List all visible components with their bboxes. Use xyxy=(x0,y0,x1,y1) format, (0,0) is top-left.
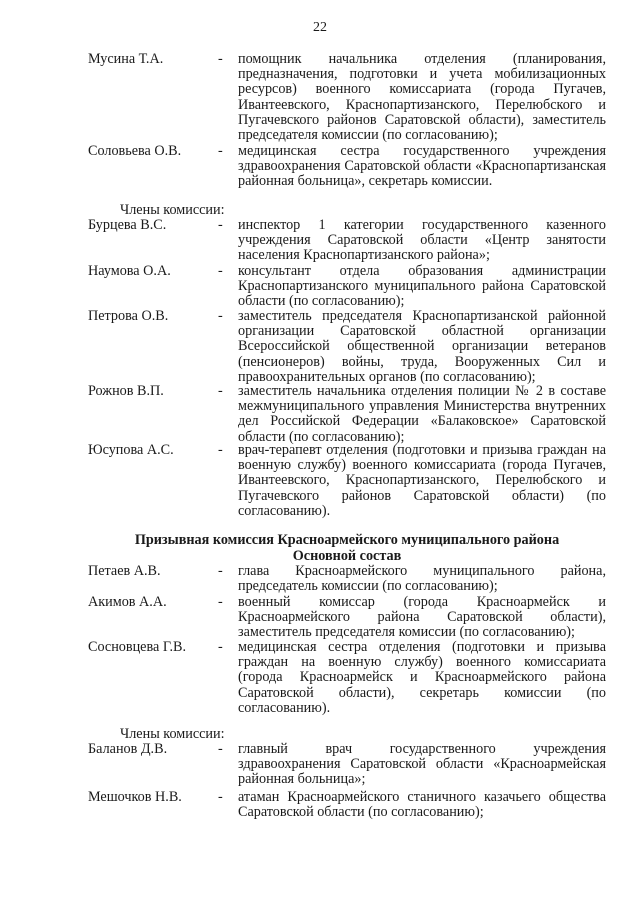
member-name: Баланов Д.В. xyxy=(88,741,168,757)
member-name: Петрова О.В. xyxy=(88,308,169,324)
dash: - xyxy=(218,51,223,67)
dash: - xyxy=(218,143,223,159)
member-name: Акимов А.А. xyxy=(88,594,167,610)
member-role: врач-терапевт отделения (подготовки и призыва граждан на военную службу) военного комиссариата (города Пугачев, Ивантеевского, Краснопартизанского, Перелюбского и Пугачевского районов Саратовской области) (по согласованию). xyxy=(238,442,606,519)
section-subtitle: Основной состав xyxy=(292,547,402,564)
member-role: глава Красноармейского муниципального района, председатель комиссии (по согласованию); xyxy=(238,563,606,595)
member-role: заместитель председателя Краснопартизанской районной организации Саратовской областной организации Всероссийской общественной организации ветеранов (пенсионеров) войны, труда, Вооруженных Сил и правоохранительных органов (по согласованию); xyxy=(238,308,606,385)
member-role: главный врач государственного учреждения здравоохранения Саратовской области «Красноармейская районная больница»; xyxy=(238,741,606,788)
section-title-line: Призывная комиссия Красноармейского муниципального района xyxy=(134,532,560,548)
member-name: Юсупова А.С. xyxy=(88,442,174,458)
dash: - xyxy=(218,308,223,324)
member-role: консультант отдела образования администрации Краснопартизанского муниципального района Саратовской области (по согласованию); xyxy=(238,263,606,310)
section-title xyxy=(88,533,606,564)
member-role: атаман Красноармейского станичного казачьего общества Саратовской области (по согласованию); xyxy=(238,789,606,821)
member-name: Мешочков Н.В. xyxy=(88,789,182,805)
dash: - xyxy=(218,639,223,655)
dash: - xyxy=(218,741,223,757)
member-role: военный комиссар (города Красноармейск и Красноармейского района Саратовской области), заместитель председателя комиссии (по согласованию); xyxy=(238,594,606,641)
dash: - xyxy=(218,442,223,458)
page-number: 22 xyxy=(313,20,327,35)
member-role: медицинская сестра отделения (подготовки и призыва граждан на военную службу) военного комиссариата (города Красноармейск и Красноармейского района Саратовской области), секретарь комиссии (по согласованию). xyxy=(238,639,606,716)
dash: - xyxy=(218,217,223,233)
dash: - xyxy=(218,789,223,805)
member-name: Петаев А.В. xyxy=(88,563,161,579)
member-role: инспектор 1 категории государственного казенного учреждения Саратовской области «Центр занятости населения Краснопартизанского района»; xyxy=(238,217,606,264)
member-role: помощник начальника отделения (планирования, предназначения, подготовки и учета мобилизационных ресурсов) военного комиссариата (города Пугачев, Ивантеевского, Краснопартизанского, Перелюбского и Пугачевского районов Саратовской области), заместитель председателя комиссии (по согласованию); xyxy=(238,51,606,144)
member-name: Сосновцева Г.В. xyxy=(88,639,186,655)
member-name: Рожнов В.П. xyxy=(88,383,164,399)
member-role: медицинская сестра государственного учреждения здравоохранения Саратовской области «Краснопартизанская районная больница», секретарь комиссии. xyxy=(238,143,606,190)
member-name: Наумова О.А. xyxy=(88,263,171,279)
members-label: Члены комиссии: xyxy=(120,726,225,742)
member-name: Мусина Т.А. xyxy=(88,51,164,67)
member-role: заместитель начальника отделения полиции № 2 в составе межмуниципального управления Министерства внутренних дел Российской Федерации «Балаковское» Саратовской области (по согласованию); xyxy=(238,383,606,445)
member-name: Бурцева В.С. xyxy=(88,217,167,233)
member-name: Соловьева О.В. xyxy=(88,143,182,159)
members-label: Члены комиссии: xyxy=(120,202,225,218)
dash: - xyxy=(218,594,223,610)
dash: - xyxy=(218,383,223,399)
dash: - xyxy=(218,563,223,579)
dash: - xyxy=(218,263,223,279)
